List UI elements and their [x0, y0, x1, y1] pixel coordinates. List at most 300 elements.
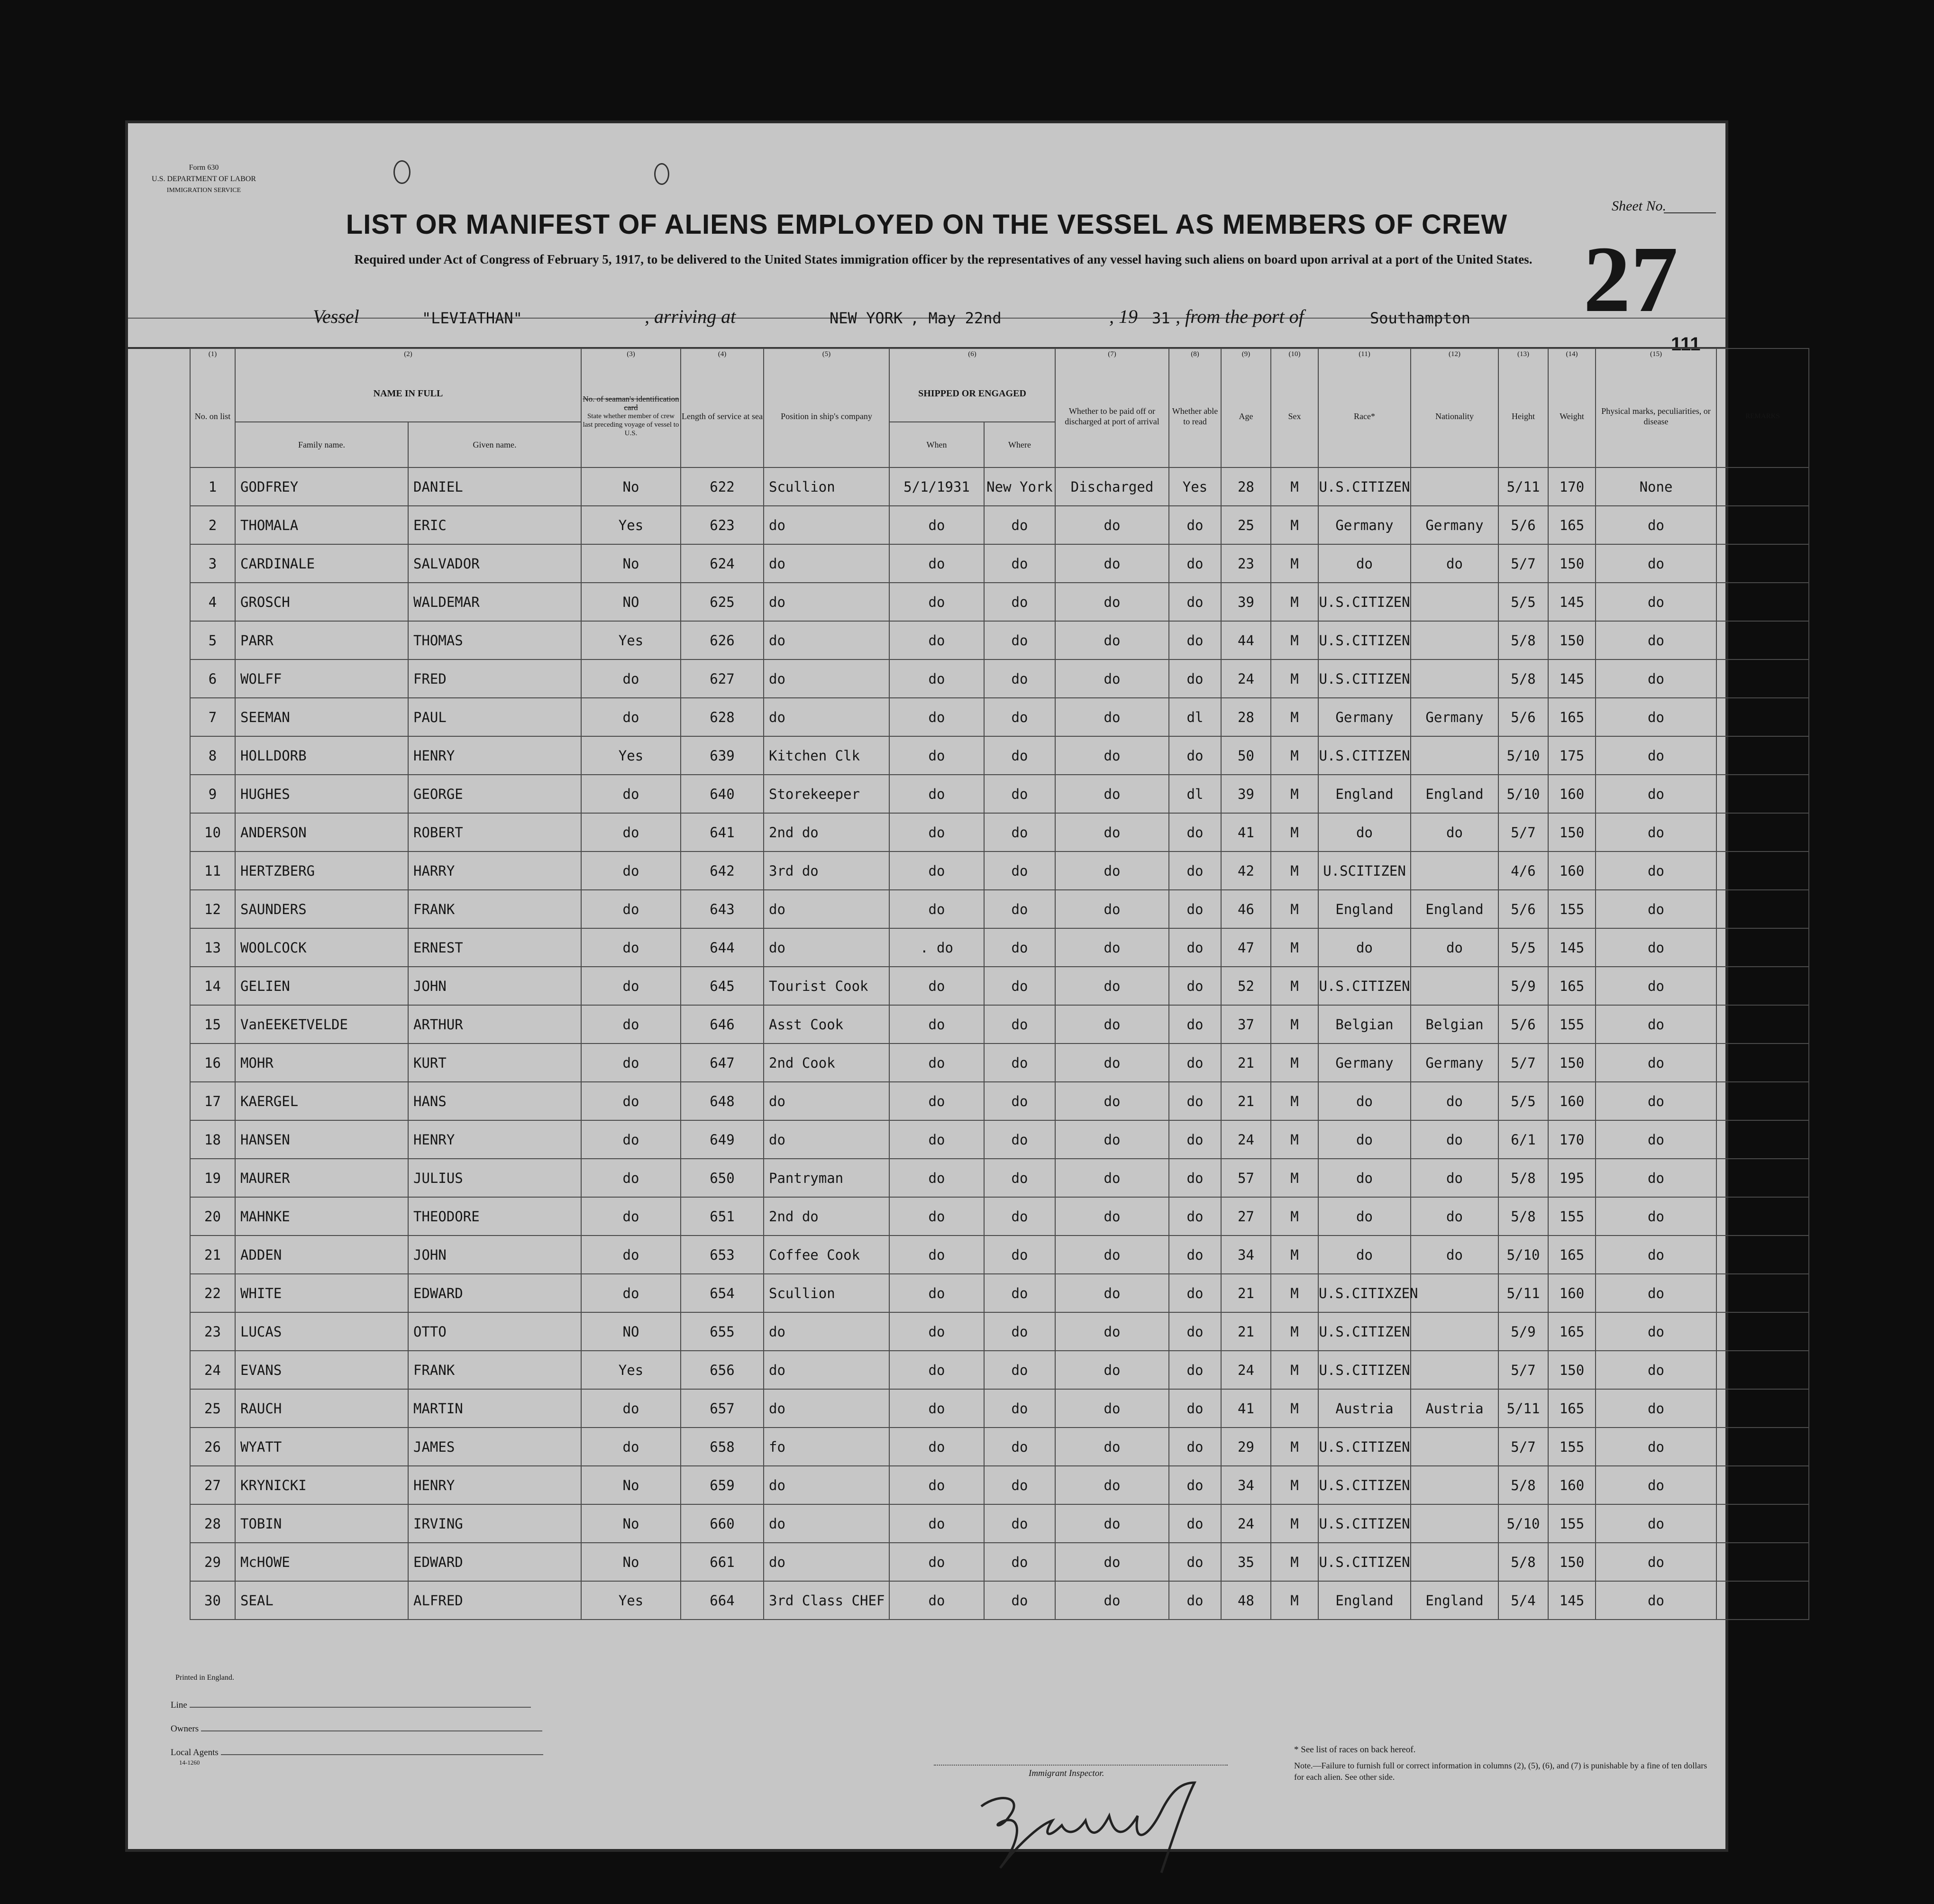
table-row — [190, 928, 1809, 967]
crew-table — [190, 348, 1809, 1620]
table-row — [190, 467, 1809, 506]
age-cell: 47 — [1221, 928, 1271, 967]
family-name-cell: HANSEN — [235, 1120, 408, 1159]
weight-cell: 165 — [1548, 698, 1596, 736]
engaged-when-cell: do — [889, 775, 984, 813]
arriving-label: , arriving at — [645, 306, 736, 327]
previous-voyage-cell: No — [581, 544, 681, 583]
age-cell: 57 — [1221, 1159, 1271, 1197]
table-row — [190, 1312, 1809, 1351]
nationality-cell: do — [1411, 1197, 1498, 1236]
service-length-cell: 651 — [681, 1197, 764, 1236]
row-number-cell: 17 — [190, 1082, 235, 1120]
paid-off-cell: do — [1055, 1197, 1169, 1236]
sex-cell: M — [1271, 698, 1318, 736]
service-length-cell: 657 — [681, 1389, 764, 1428]
race-cell: Germany — [1318, 506, 1411, 544]
physical-marks-cell: do — [1596, 1005, 1716, 1044]
able-to-read-cell: Yes — [1169, 467, 1221, 506]
age-cell: 25 — [1221, 506, 1271, 544]
row-number-cell: 14 — [190, 967, 235, 1005]
column-number-row — [190, 348, 1809, 365]
service-length-cell: 660 — [681, 1504, 764, 1543]
vessel-name: "LEVIATHAN" — [422, 309, 522, 327]
position-cell: 2nd Cook — [764, 1044, 889, 1082]
sex-cell: M — [1271, 1005, 1318, 1044]
row-number-cell: 26 — [190, 1428, 235, 1466]
arrival-date: , May 22nd — [910, 309, 1002, 327]
height-cell: 5/8 — [1498, 1543, 1548, 1581]
family-name-cell: KAERGEL — [235, 1082, 408, 1120]
age-cell: 48 — [1221, 1581, 1271, 1620]
weight-cell: 155 — [1548, 890, 1596, 928]
sex-cell: M — [1271, 928, 1318, 967]
height-cell: 5/8 — [1498, 659, 1548, 698]
sex-cell: M — [1271, 1312, 1318, 1351]
race-cell: U.S.CITIZEN — [1318, 1543, 1411, 1581]
paid-off-cell: do — [1055, 544, 1169, 583]
engaged-where-cell: do — [984, 775, 1055, 813]
family-name-cell: EVANS — [235, 1351, 408, 1389]
table-row — [190, 698, 1809, 736]
col-previous-voyage — [581, 365, 681, 467]
race-footnote: * See list of races on back hereof. — [1294, 1745, 1416, 1755]
inspector-label: Immigrant Inspector. — [1029, 1768, 1104, 1778]
able-to-read-cell: do — [1169, 851, 1221, 890]
engaged-when-cell: do — [889, 583, 984, 621]
able-to-read-cell: do — [1169, 1044, 1221, 1082]
remarks-cell — [1716, 1120, 1809, 1159]
inspector-line — [934, 1765, 1228, 1766]
weight-cell: 160 — [1548, 1466, 1596, 1504]
header-row-1 — [190, 365, 1809, 422]
given-name-cell: HANS — [408, 1082, 581, 1120]
nationality-cell — [1411, 621, 1498, 659]
previous-voyage-cell: No — [581, 1543, 681, 1581]
race-cell: U.S.CITIZEN — [1318, 659, 1411, 698]
engaged-where-cell: do — [984, 890, 1055, 928]
table-row — [190, 1274, 1809, 1312]
given-name-cell: PAUL — [408, 698, 581, 736]
row-number-cell: 11 — [190, 851, 235, 890]
family-name-cell: PARR — [235, 621, 408, 659]
remarks-cell — [1716, 698, 1809, 736]
engaged-where-cell: do — [984, 506, 1055, 544]
race-cell: Germany — [1318, 1044, 1411, 1082]
weight-cell: 150 — [1548, 813, 1596, 851]
nationality-cell: do — [1411, 1120, 1498, 1159]
physical-marks-cell: do — [1596, 1274, 1716, 1312]
given-name-cell: OTTO — [408, 1312, 581, 1351]
previous-voyage-cell: Yes — [581, 621, 681, 659]
able-to-read-cell: do — [1169, 1351, 1221, 1389]
sex-cell: M — [1271, 1351, 1318, 1389]
engaged-when-cell: do — [889, 698, 984, 736]
given-name-cell: HENRY — [408, 736, 581, 775]
race-cell: U.S.CITIZEN — [1318, 967, 1411, 1005]
col12-number: (12) — [1411, 348, 1498, 365]
col-race: Race* — [1318, 365, 1411, 467]
age-cell: 23 — [1221, 544, 1271, 583]
engaged-when-cell: do — [889, 1504, 984, 1543]
col-no-on-list: No. on list — [190, 365, 235, 467]
paid-off-cell: do — [1055, 1543, 1169, 1581]
ink-mark — [393, 160, 411, 184]
race-cell: do — [1318, 928, 1411, 967]
age-cell: 46 — [1221, 890, 1271, 928]
service-length-cell: 654 — [681, 1274, 764, 1312]
race-cell: U.S.CITIZEN — [1318, 1351, 1411, 1389]
paid-off-cell: do — [1055, 583, 1169, 621]
height-cell: 5/6 — [1498, 698, 1548, 736]
race-cell: U.S.CITIZEN — [1318, 583, 1411, 621]
col16-number — [1716, 348, 1809, 365]
paid-off-cell: do — [1055, 890, 1169, 928]
col6-number: (6) — [889, 348, 1055, 365]
physical-marks-cell: do — [1596, 736, 1716, 775]
previous-voyage-cell: do — [581, 659, 681, 698]
engaged-where-cell: do — [984, 1428, 1055, 1466]
position-cell: do — [764, 1312, 889, 1351]
previous-voyage-cell: do — [581, 1428, 681, 1466]
weight-cell: 150 — [1548, 544, 1596, 583]
engaged-where-cell: do — [984, 1581, 1055, 1620]
service-length-cell: 646 — [681, 1005, 764, 1044]
table-row — [190, 544, 1809, 583]
given-name-cell: ROBERT — [408, 813, 581, 851]
previous-voyage-cell: do — [581, 1274, 681, 1312]
service-length-cell: 645 — [681, 967, 764, 1005]
service-length-cell: 641 — [681, 813, 764, 851]
table-row — [190, 1543, 1809, 1581]
given-name-cell: JOHN — [408, 1236, 581, 1274]
sex-cell: M — [1271, 1082, 1318, 1120]
age-cell: 50 — [1221, 736, 1271, 775]
family-name-cell: SAUNDERS — [235, 890, 408, 928]
col-where: Where — [984, 422, 1055, 467]
given-name-cell: EDWARD — [408, 1543, 581, 1581]
physical-marks-cell: do — [1596, 1236, 1716, 1274]
sheet-number: 27 — [1583, 227, 1678, 332]
paid-off-cell: do — [1055, 506, 1169, 544]
able-to-read-cell: do — [1169, 659, 1221, 698]
position-cell: do — [764, 1351, 889, 1389]
nationality-cell — [1411, 1504, 1498, 1543]
line-field — [171, 1700, 531, 1711]
service-length-cell: 640 — [681, 775, 764, 813]
row-number-cell: 12 — [190, 890, 235, 928]
service-length-cell: 639 — [681, 736, 764, 775]
able-to-read-cell: dl — [1169, 775, 1221, 813]
sex-cell: M — [1271, 967, 1318, 1005]
race-cell: do — [1318, 1082, 1411, 1120]
engaged-when-cell: do — [889, 1389, 984, 1428]
nationality-cell — [1411, 967, 1498, 1005]
family-name-cell: GODFREY — [235, 467, 408, 506]
nationality-cell: do — [1411, 928, 1498, 967]
given-name-cell: GEORGE — [408, 775, 581, 813]
remarks-cell — [1716, 1543, 1809, 1581]
given-name-cell: MARTIN — [408, 1389, 581, 1428]
race-cell: U.S.CITIZEN — [1318, 467, 1411, 506]
col-when: When — [889, 422, 984, 467]
nationality-cell — [1411, 583, 1498, 621]
service-length-cell: 658 — [681, 1428, 764, 1466]
previous-voyage-cell: Yes — [581, 1581, 681, 1620]
nationality-cell: Belgian — [1411, 1005, 1498, 1044]
previous-voyage-cell: do — [581, 1120, 681, 1159]
nationality-cell: Germany — [1411, 506, 1498, 544]
remarks-cell — [1716, 1005, 1809, 1044]
engaged-when-cell: do — [889, 1466, 984, 1504]
sex-cell: M — [1271, 1236, 1318, 1274]
remarks-cell — [1716, 659, 1809, 698]
engaged-when-cell: do — [889, 506, 984, 544]
age-cell: 21 — [1221, 1274, 1271, 1312]
col-physical-marks: Physical marks, peculiarities, or disease — [1596, 365, 1716, 467]
able-to-read-cell: do — [1169, 1504, 1221, 1543]
position-cell: do — [764, 1082, 889, 1120]
remarks-cell — [1716, 583, 1809, 621]
sex-cell: M — [1271, 467, 1318, 506]
height-cell: 5/7 — [1498, 1428, 1548, 1466]
able-to-read-cell: do — [1169, 583, 1221, 621]
shipped-engaged-label: SHIPPED OR ENGAGED — [918, 388, 1026, 399]
engaged-when-cell: do — [889, 1120, 984, 1159]
nationality-cell: England — [1411, 1581, 1498, 1620]
col-shipped-engaged — [889, 365, 1055, 422]
arrival-year: 31 — [1152, 309, 1170, 327]
col10-number: (10) — [1271, 348, 1318, 365]
weight-cell: 160 — [1548, 1274, 1596, 1312]
position-cell: do — [764, 659, 889, 698]
table-row — [190, 1159, 1809, 1197]
sex-cell: M — [1271, 1120, 1318, 1159]
physical-marks-cell: do — [1596, 1159, 1716, 1197]
stamp-number: 111 — [1671, 334, 1701, 355]
position-cell: Coffee Cook — [764, 1236, 889, 1274]
engaged-when-cell: do — [889, 1351, 984, 1389]
family-name-cell: McHOWE — [235, 1543, 408, 1581]
nationality-cell: England — [1411, 775, 1498, 813]
able-to-read-cell: do — [1169, 928, 1221, 967]
position-cell: do — [764, 890, 889, 928]
family-name-cell: GELIEN — [235, 967, 408, 1005]
previous-voyage-cell: Yes — [581, 506, 681, 544]
engaged-where-cell: do — [984, 1543, 1055, 1581]
engaged-when-cell: do — [889, 1236, 984, 1274]
sex-cell: M — [1271, 659, 1318, 698]
position-cell: fo — [764, 1428, 889, 1466]
able-to-read-cell: do — [1169, 1120, 1221, 1159]
given-name-cell: SALVADOR — [408, 544, 581, 583]
physical-marks-cell: do — [1596, 1120, 1716, 1159]
able-to-read-cell: dl — [1169, 698, 1221, 736]
physical-marks-cell: None — [1596, 467, 1716, 506]
physical-marks-cell: do — [1596, 621, 1716, 659]
row-number-cell: 16 — [190, 1044, 235, 1082]
col8-number: (8) — [1169, 348, 1221, 365]
nationality-cell: do — [1411, 1082, 1498, 1120]
remarks-cell — [1716, 775, 1809, 813]
weight-cell: 155 — [1548, 1005, 1596, 1044]
table-row — [190, 583, 1809, 621]
row-number-cell: 27 — [190, 1466, 235, 1504]
given-name-cell: ARTHUR — [408, 1005, 581, 1044]
sex-cell: M — [1271, 1504, 1318, 1543]
position-cell: do — [764, 1466, 889, 1504]
height-cell: 5/10 — [1498, 1504, 1548, 1543]
engaged-where-cell: do — [984, 1082, 1055, 1120]
race-cell: Austria — [1318, 1389, 1411, 1428]
engaged-when-cell: do — [889, 1581, 984, 1620]
col-nationality: Nationality — [1411, 365, 1498, 467]
sex-cell: M — [1271, 1466, 1318, 1504]
height-cell: 5/8 — [1498, 1197, 1548, 1236]
engaged-where-cell: do — [984, 967, 1055, 1005]
weight-cell: 155 — [1548, 1504, 1596, 1543]
previous-voyage-cell: do — [581, 775, 681, 813]
weight-cell: 145 — [1548, 659, 1596, 698]
row-number-cell: 3 — [190, 544, 235, 583]
physical-marks-cell: do — [1596, 1543, 1716, 1581]
col5-number: (5) — [764, 348, 889, 365]
service-length-cell: 642 — [681, 851, 764, 890]
remarks-cell — [1716, 890, 1809, 928]
paid-off-cell: do — [1055, 1389, 1169, 1428]
statute-text: Required under Act of Congress of February 5, 1917, to be delivered to the United States immigration officer by the representatives of any vessel having such aliens on board upon arrival at a port of the United States. — [354, 252, 1533, 266]
age-cell: 34 — [1221, 1466, 1271, 1504]
height-cell: 5/8 — [1498, 621, 1548, 659]
engaged-where-cell: do — [984, 659, 1055, 698]
service-length-cell: 664 — [681, 1581, 764, 1620]
height-cell: 5/10 — [1498, 775, 1548, 813]
col-age: Age — [1221, 365, 1271, 467]
race-cell: England — [1318, 775, 1411, 813]
age-cell: 21 — [1221, 1044, 1271, 1082]
able-to-read-cell: do — [1169, 813, 1221, 851]
engaged-where-cell: do — [984, 583, 1055, 621]
age-cell: 41 — [1221, 813, 1271, 851]
able-to-read-cell: do — [1169, 1581, 1221, 1620]
service-name: IMMIGRATION SERVICE — [166, 187, 241, 194]
race-cell: U.SCITIZEN — [1318, 851, 1411, 890]
remarks-cell — [1716, 1581, 1809, 1620]
physical-marks-cell: do — [1596, 1504, 1716, 1543]
race-cell: England — [1318, 890, 1411, 928]
weight-cell: 170 — [1548, 1120, 1596, 1159]
able-to-read-cell: do — [1169, 1197, 1221, 1236]
nationality-cell — [1411, 851, 1498, 890]
previous-voyage-cell: do — [581, 928, 681, 967]
engaged-when-cell: 5/1/1931 — [889, 467, 984, 506]
age-cell: 37 — [1221, 1005, 1271, 1044]
age-cell: 24 — [1221, 1504, 1271, 1543]
previous-voyage-cell: No — [581, 467, 681, 506]
sex-cell: M — [1271, 621, 1318, 659]
previous-voyage-cell: do — [581, 813, 681, 851]
agents-code: 14-1260 — [179, 1759, 200, 1766]
col-name-in-full — [235, 365, 581, 422]
age-cell: 34 — [1221, 1236, 1271, 1274]
height-cell: 5/11 — [1498, 1389, 1548, 1428]
previous-voyage-cell: do — [581, 1044, 681, 1082]
remarks-cell — [1716, 967, 1809, 1005]
previous-voyage-cell: Yes — [581, 1351, 681, 1389]
paid-off-cell: do — [1055, 1044, 1169, 1082]
row-number-cell: 21 — [190, 1236, 235, 1274]
engaged-when-cell: do — [889, 1274, 984, 1312]
height-cell: 4/6 — [1498, 851, 1548, 890]
family-name-cell: WHITE — [235, 1274, 408, 1312]
able-to-read-cell: do — [1169, 1082, 1221, 1120]
family-name-cell: WYATT — [235, 1428, 408, 1466]
given-name-cell: IRVING — [408, 1504, 581, 1543]
paid-off-cell: do — [1055, 698, 1169, 736]
height-cell: 5/7 — [1498, 544, 1548, 583]
service-length-cell: 659 — [681, 1466, 764, 1504]
height-cell: 5/7 — [1498, 813, 1548, 851]
table-row — [190, 813, 1809, 851]
given-name-cell: ERIC — [408, 506, 581, 544]
table-row — [190, 1005, 1809, 1044]
table-row — [190, 1504, 1809, 1543]
engaged-when-cell: . do — [889, 928, 984, 967]
remarks-cell — [1716, 1197, 1809, 1236]
engaged-where-cell: do — [984, 1197, 1055, 1236]
position-cell: 2nd do — [764, 813, 889, 851]
engaged-where-cell: do — [984, 544, 1055, 583]
nationality-cell: Austria — [1411, 1389, 1498, 1428]
family-name-cell: CARDINALE — [235, 544, 408, 583]
form-number: Form 630 — [189, 164, 219, 172]
previous-voyage-cell: do — [581, 698, 681, 736]
height-cell: 5/6 — [1498, 890, 1548, 928]
family-name-cell: HOLLDORB — [235, 736, 408, 775]
table-row — [190, 1466, 1809, 1504]
age-cell: 41 — [1221, 1389, 1271, 1428]
race-cell: do — [1318, 1159, 1411, 1197]
sex-cell: M — [1271, 1389, 1318, 1428]
service-length-cell: 627 — [681, 659, 764, 698]
paid-off-cell: do — [1055, 851, 1169, 890]
able-to-read-cell: do — [1169, 621, 1221, 659]
page-title: LIST OR MANIFEST OF ALIENS EMPLOYED ON THE VESSEL AS MEMBERS OF CREW — [346, 209, 1508, 240]
physical-marks-cell: do — [1596, 1312, 1716, 1351]
engaged-where-cell: New York — [984, 467, 1055, 506]
paid-off-cell: Discharged — [1055, 467, 1169, 506]
table-row — [190, 1082, 1809, 1120]
age-cell: 24 — [1221, 659, 1271, 698]
service-length-cell: 626 — [681, 621, 764, 659]
position-cell: do — [764, 621, 889, 659]
physical-marks-cell: do — [1596, 1351, 1716, 1389]
engaged-where-cell: do — [984, 736, 1055, 775]
previous-voyage-cell: NO — [581, 1312, 681, 1351]
age-cell: 39 — [1221, 583, 1271, 621]
engaged-where-cell: do — [984, 1159, 1055, 1197]
remarks-cell — [1716, 1504, 1809, 1543]
col4-number: (4) — [681, 348, 764, 365]
engaged-where-cell: do — [984, 1312, 1055, 1351]
given-name-cell: HENRY — [408, 1466, 581, 1504]
family-name-cell: KRYNICKI — [235, 1466, 408, 1504]
engaged-when-cell: do — [889, 890, 984, 928]
departure-port: Southampton — [1370, 309, 1470, 327]
paid-off-cell: do — [1055, 1274, 1169, 1312]
previous-voyage-cell: do — [581, 890, 681, 928]
name-in-full-label: NAME IN FULL — [373, 388, 443, 399]
